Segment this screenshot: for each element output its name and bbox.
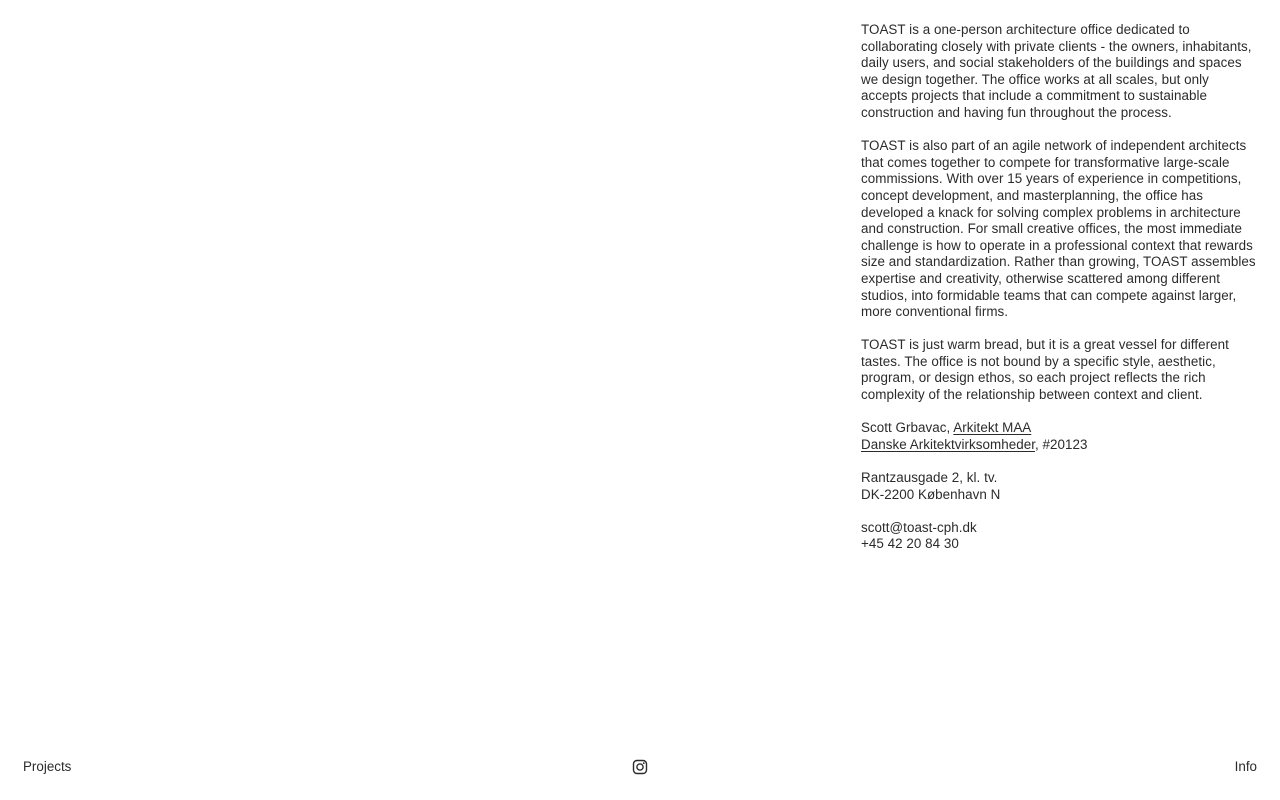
about-paragraph-3: TOAST is just warm bread, but it is a great vessel for different tastes. The office is not bound by a specific style, aesthetic, program, or design ethos, so each project reflects the rich complexity of the relationship between context and client. bbox=[861, 337, 1229, 403]
address-line-2: DK-2200 København N bbox=[861, 486, 1001, 502]
address bbox=[861, 470, 1257, 503]
instagram-link[interactable] bbox=[632, 759, 648, 775]
address-line-1: Rantzausgade 2, kl. tv. bbox=[861, 470, 998, 486]
projects-link[interactable]: Projects bbox=[23, 759, 72, 774]
member-number: , #20123 bbox=[1035, 436, 1088, 452]
about-paragraph-2: TOAST is also part of an agile network of independent architects that comes together to compete for transformative large-scale commissions. With over 15 years of experience in competitions, concept development, and masterplanning, the office has developed a knack for solving complex problems in architecture and construction. For small creative offices, the most immediate challenge is how to operate in a professional context that rewards size and standardization. Rather than growing, TOAST assembles expertise and creativity, otherwise scattered among different studios, into formidable teams that can compete against larger, more conventional firms. bbox=[861, 138, 1256, 320]
info-link[interactable]: Info bbox=[1234, 759, 1257, 774]
info-column bbox=[861, 22, 1257, 570]
email[interactable]: scott@toast-cph.dk bbox=[861, 519, 977, 535]
credentials-name: Scott Grbavac, bbox=[861, 420, 954, 436]
about-paragraph-1: TOAST is a one-person architecture office dedicated to collaborating closely with private clients - the owners, inhabitants, daily users, and social stakeholders of the buildings and spaces we design together. The office works at all scales, but only accepts projects that include a commitment to sustainable construction and having fun throughout the process. bbox=[861, 22, 1252, 120]
phone[interactable]: +45 42 20 84 30 bbox=[861, 536, 959, 552]
instagram-icon bbox=[632, 759, 648, 775]
footer bbox=[0, 758, 1280, 778]
credentials bbox=[861, 420, 1257, 453]
danske-arkitektvirksomheder-link[interactable]: Danske Arkitektvirksomheder bbox=[861, 436, 1036, 452]
contact bbox=[861, 520, 1257, 553]
arkitekt-maa-link[interactable]: Arkitekt MAA bbox=[953, 420, 1032, 436]
